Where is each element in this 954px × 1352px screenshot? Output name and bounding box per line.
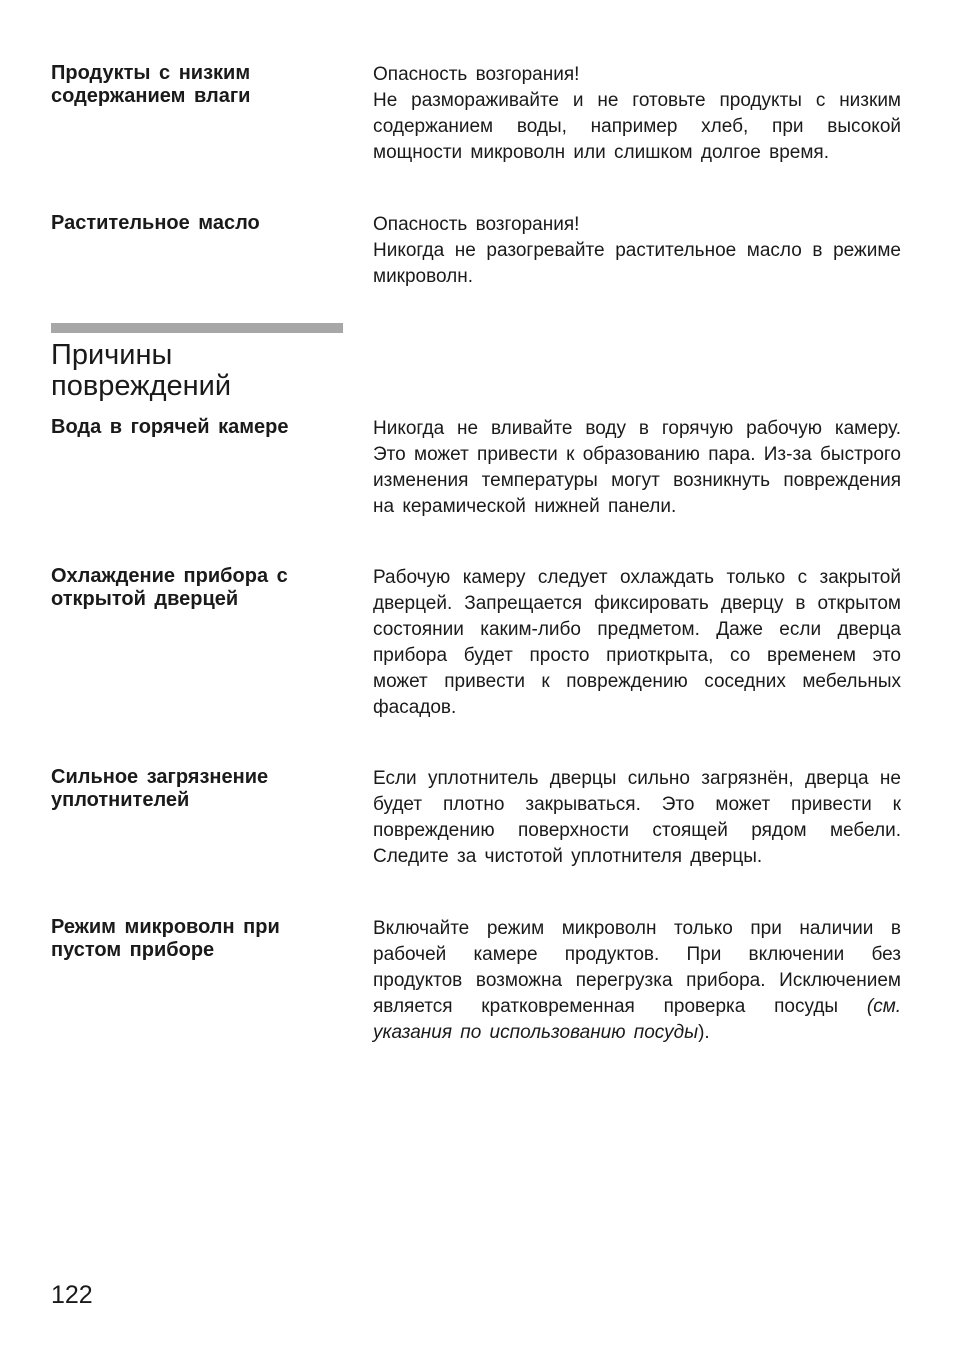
- entry-description: [373, 916, 901, 1046]
- description-text: [373, 916, 901, 1046]
- entry-description: [373, 212, 901, 290]
- entry-description: [373, 62, 901, 166]
- entry-term: Сильное загрязнение уплотнителей: [51, 766, 269, 811]
- entry-description: [373, 565, 901, 721]
- description-text: Если уплотнитель дверцы сильно загрязнён, дверца не будет плотно закрываться. Это может привести к повреждению поверхности стоящей рядом мебели. Следите за чистотой уплотнителя дверцы.: [373, 768, 901, 867]
- warning-text: Опасность возгорания!: [373, 214, 580, 235]
- description-tail: ).: [698, 1022, 710, 1043]
- entry-term: Растительное масло: [51, 212, 260, 234]
- entry-term: Охлаждение прибора с открытой дверцей: [51, 565, 288, 610]
- description-text: Никогда не вливайте воду в горячую рабочую камеру. Это может привести к образованию пара. Из-за быстрого изменения температуры могут возникнуть повреждения на керамической нижней панели.: [373, 418, 901, 517]
- warning-text: Опасность возгорания!: [373, 64, 580, 85]
- entry-description: [373, 766, 901, 870]
- entry-term: Продукты с низким содержанием влаги: [51, 62, 251, 107]
- entry-term: Вода в горячей камере: [51, 416, 289, 438]
- description-text: Рабочую камеру следует охлаждать только с закрытой дверцей. Запрещается фиксировать дверцу в открытом состоянии каким-либо предметом. Даже если дверца прибора будет просто приоткрыта, со временем это может привести к повреждению соседних мебельных фасадов.: [373, 567, 901, 718]
- description-text: Не размораживайте и не готовьте продукты с низким содержанием воды, например хлеб, при высокой мощности микроволн или слишком долгое время.: [373, 90, 901, 163]
- section-title: Причины повреждений: [51, 339, 232, 402]
- entry-term: Режим микроволн при пустом приборе: [51, 916, 280, 961]
- cross-reference: (см. указания по использованию посуды: [373, 996, 902, 1043]
- page-number: 122: [51, 1281, 93, 1309]
- section-divider-bar: [51, 323, 343, 333]
- description-main: Включайте режим микроволн только при наличии в рабочей камере продуктов. При включении без продуктов возможна перегрузка прибора. Исключением является кратковременная проверка посуды: [373, 918, 901, 1017]
- description-text: Никогда не разогревайте растительное масло в режиме микроволн.: [373, 240, 901, 287]
- entry-description: [373, 416, 901, 520]
